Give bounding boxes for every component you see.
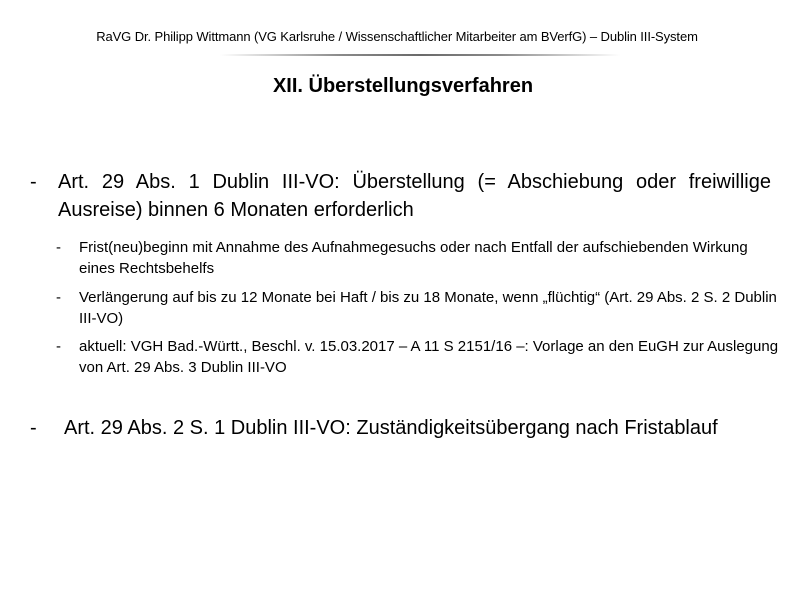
header-divider — [220, 54, 620, 56]
bullet-marker: - — [30, 417, 37, 439]
slide-header: RaVG Dr. Philipp Wittmann (VG Karlsruhe / Wissenschaftlicher Mitarbeiter am BVerfG) – Dublin III-System — [96, 29, 698, 44]
sub-bullet-text: aktuell: VGH Bad.-Württ., Beschl. v. 15.03.2017 – A 11 S 2151/16 –: Vorlage an den EuGH zur Auslegung von Art. 29 Abs. 3 Dublin III-VO — [79, 338, 779, 376]
bullet-text: Art. 29 Abs. 2 S. 1 Dublin III-VO: Zuständigkeitsübergang nach Fristablauf — [64, 417, 718, 439]
bullet-text: Art. 29 Abs. 1 Dublin III-VO: Überstellung (= Abschiebung oder freiwillige Ausreise) binnen 6 Monaten erforderlich — [58, 171, 771, 221]
bullet-marker: - — [30, 171, 37, 193]
sub-bullet-marker: - — [56, 338, 61, 355]
sub-bullet-marker: - — [56, 289, 61, 306]
slide-title: XII. Überstellungsverfahren — [272, 75, 534, 97]
sub-bullet-marker: - — [56, 239, 61, 256]
sub-bullet-text: Frist(neu)beginn mit Annahme des Aufnahmegesuchs oder nach Entfall der aufschiebenden Wirkung eines Rechtsbehelfs — [79, 239, 748, 277]
sub-bullet-text: Verlängerung auf bis zu 12 Monate bei Haft / bis zu 18 Monate, wenn „flüchtig“ (Art. 29 Abs. 2 S. 2 Dublin III-VO) — [79, 289, 777, 327]
